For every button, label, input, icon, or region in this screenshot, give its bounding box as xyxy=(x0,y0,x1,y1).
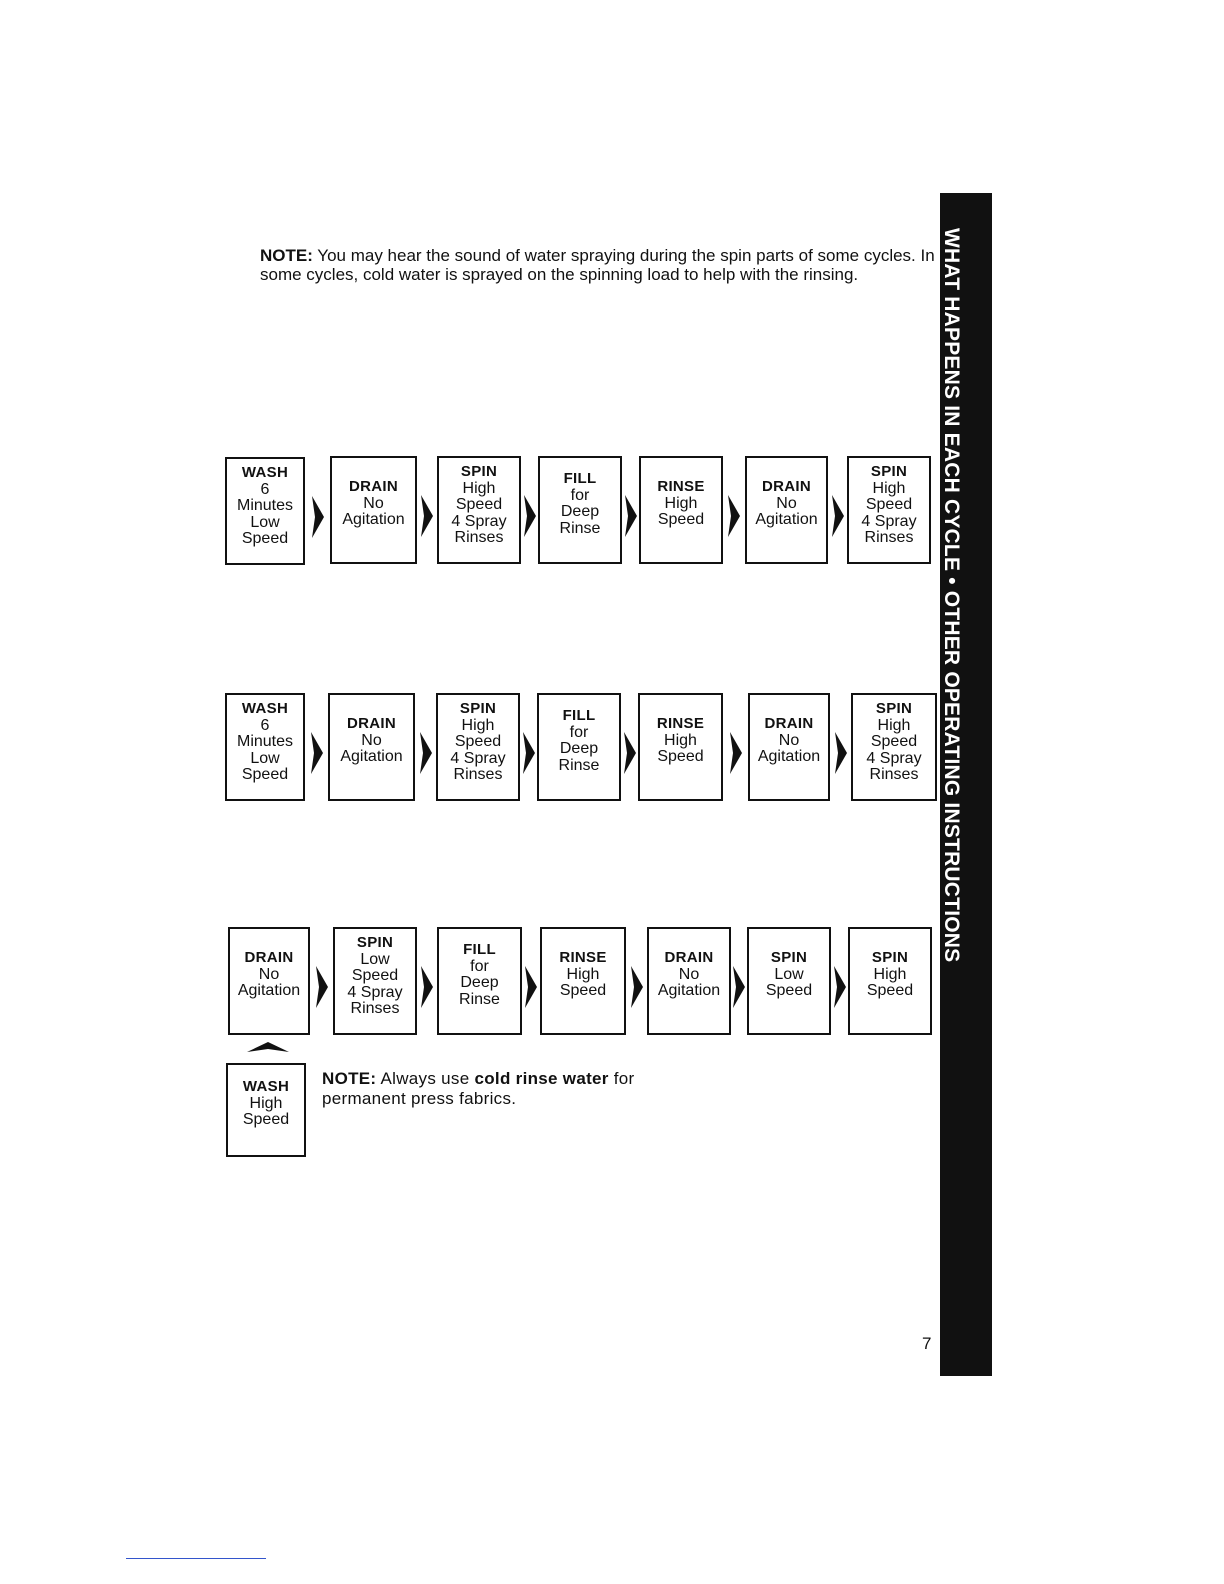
step-detail-line: Speed xyxy=(765,982,813,999)
step-detail-line: Agitation xyxy=(757,748,821,765)
step-heading: DRAIN xyxy=(347,715,396,732)
row-1-step-4-fill-box xyxy=(538,456,622,564)
row-3-step-3-fill-box xyxy=(437,927,522,1035)
step-detail-line: High xyxy=(462,479,496,497)
row-2-step-6-drain-box xyxy=(748,693,830,801)
step-detail-line: Rinse xyxy=(459,990,500,1008)
row-1-step-3-spin-box xyxy=(437,456,521,564)
flow-arrow-icon xyxy=(310,728,324,778)
step-detail-line: Agitation xyxy=(342,511,405,528)
step-detail-line: Minutes xyxy=(236,733,294,750)
step-detail-line: Speed xyxy=(351,967,399,984)
step-detail-line: Low xyxy=(250,513,280,531)
step-heading: SPIN xyxy=(871,949,909,966)
permanent-press-note-text-after: for permanent press fabrics. xyxy=(322,1069,635,1108)
step-detail-line: Agitation xyxy=(340,748,403,765)
flow-arrow-icon xyxy=(624,491,638,541)
step-detail-line: 4 Spray xyxy=(450,749,506,767)
step-heading: RINSE xyxy=(559,949,607,966)
top-note xyxy=(260,246,935,284)
step-detail-line: Deep xyxy=(460,974,499,991)
row-2-step-4-fill-box xyxy=(537,693,621,801)
step-detail-line: Rinses xyxy=(453,766,503,783)
flow-arrow-icon xyxy=(732,962,746,1012)
flow-arrow-icon xyxy=(630,962,644,1012)
step-detail-line: for xyxy=(470,957,489,975)
step-heading: SPIN xyxy=(875,700,913,717)
step-heading: SPIN xyxy=(459,700,497,717)
step-detail-line: 4 Spray xyxy=(347,983,403,1001)
step-detail-line: Agitation xyxy=(755,511,818,528)
step-detail-line: Low xyxy=(250,749,280,767)
step-detail-line: High xyxy=(872,479,906,497)
flow-arrow-icon xyxy=(420,491,434,541)
step-detail-line: Speed xyxy=(865,496,913,513)
step-detail-line: Rinses xyxy=(869,766,919,783)
step-heading: FILL xyxy=(463,941,496,958)
row-2-step-1-wash-box xyxy=(225,693,305,801)
step-heading: RINSE xyxy=(657,478,705,495)
step-heading: WASH xyxy=(242,1078,290,1095)
step-heading: SPIN xyxy=(356,934,394,951)
step-detail-line: No xyxy=(258,965,280,983)
step-detail-line: High xyxy=(877,716,911,734)
step-heading: WASH xyxy=(241,464,289,481)
row-1-step-6-drain-box xyxy=(745,456,828,564)
step-heading: SPIN xyxy=(460,463,498,480)
row-1-step-7-spin-box xyxy=(847,456,931,564)
step-detail-line: 4 Spray xyxy=(861,512,917,530)
top-note-label: NOTE: xyxy=(260,246,313,265)
step-detail-line: Speed xyxy=(657,748,704,765)
step-detail-line: No xyxy=(363,494,384,512)
step-heading: WASH xyxy=(241,700,289,717)
flow-arrow-icon xyxy=(420,962,434,1012)
flow-arrow-icon xyxy=(727,491,741,541)
row-3-step-1-drain-box xyxy=(228,927,310,1035)
step-detail-line: 6 xyxy=(260,716,270,734)
step-heading: DRAIN xyxy=(664,949,714,966)
row-2-step-5-rinse-box xyxy=(638,693,723,801)
cold-rinse-water-emphasis: cold rinse water xyxy=(474,1069,609,1088)
step-detail-line: Rinses xyxy=(350,1000,400,1017)
step-detail-line: Speed xyxy=(866,982,914,999)
step-detail-line: Rinses xyxy=(454,529,504,546)
step-detail-line: Deep xyxy=(560,503,600,520)
step-heading: RINSE xyxy=(656,715,705,732)
step-detail-line: No xyxy=(778,731,800,749)
row-3-step-2-spin-box xyxy=(333,927,417,1035)
row-2-step-3-spin-box xyxy=(436,693,520,801)
permanent-press-note xyxy=(322,1069,722,1109)
flow-arrow-icon xyxy=(315,962,329,1012)
step-detail-line: No xyxy=(361,731,382,749)
row-2-step-7-spin-box xyxy=(851,693,937,801)
step-detail-line: 4 Spray xyxy=(451,512,507,530)
flow-arrow-icon xyxy=(831,491,845,541)
step-detail-line: Low xyxy=(360,950,390,968)
step-heading: DRAIN xyxy=(349,478,398,495)
step-detail-line: Low xyxy=(774,965,804,983)
row-3-step-4-rinse-box xyxy=(540,927,626,1035)
step-detail-line: 4 Spray xyxy=(866,749,922,767)
step-heading: SPIN xyxy=(770,949,808,966)
top-note-text: You may hear the sound of water spraying during the spin parts of some cycles. In some cycles, cold water is sprayed on the spinning load to help with the rinsing. xyxy=(260,246,935,284)
step-detail-line: Speed xyxy=(242,1111,290,1128)
step-detail-line: for xyxy=(569,723,589,741)
step-detail-line: Rinse xyxy=(558,756,600,774)
step-detail-line: Speed xyxy=(241,766,289,783)
step-detail-line: Speed xyxy=(657,511,705,528)
flow-arrow-icon xyxy=(311,492,325,542)
up-arrow-icon xyxy=(245,1040,291,1056)
row-3-step-7-spin-box xyxy=(848,927,932,1035)
row-1-step-5-rinse-box xyxy=(639,456,723,564)
step-detail-line: High xyxy=(873,965,907,983)
row-1-step-2-drain-box xyxy=(330,456,417,564)
step-detail-line: Agitation xyxy=(237,982,301,999)
permanent-press-note-text-before: Always use xyxy=(376,1069,475,1088)
step-detail-line: Rinse xyxy=(559,519,601,537)
step-detail-line: High xyxy=(664,731,697,749)
flow-arrow-icon xyxy=(522,728,536,778)
step-detail-line: for xyxy=(570,486,590,504)
step-detail-line: Speed xyxy=(559,982,607,999)
flow-arrow-icon xyxy=(623,728,637,778)
step-detail-line: Speed xyxy=(455,496,503,513)
section-side-tab-title: WHAT HAPPENS IN EACH CYCLE • OTHER OPERATING INSTRUCTIONS xyxy=(940,228,963,963)
step-detail-line: No xyxy=(776,494,797,512)
row-3-step-5-drain-box xyxy=(647,927,731,1035)
flow-arrow-icon xyxy=(729,728,743,778)
row-3-start-wash-wash-box xyxy=(226,1063,306,1157)
step-heading: FILL xyxy=(562,707,596,724)
step-heading: FILL xyxy=(563,470,597,487)
flow-arrow-icon xyxy=(833,962,847,1012)
step-detail-line: High xyxy=(566,965,600,983)
step-detail-line: Speed xyxy=(870,733,918,750)
footer-rule xyxy=(126,1558,266,1559)
row-2-step-2-drain-box xyxy=(328,693,415,801)
step-detail-line: Minutes xyxy=(236,497,294,514)
step-detail-line: High xyxy=(461,716,495,734)
step-detail-line: Deep xyxy=(559,740,599,757)
step-detail-line: Rinses xyxy=(864,529,914,546)
row-3-step-6-spin-box xyxy=(747,927,831,1035)
page-number: 7 xyxy=(922,1334,932,1353)
step-detail-line: High xyxy=(664,494,698,512)
row-1-step-1-wash-box xyxy=(225,457,305,565)
step-detail-line: Speed xyxy=(454,733,502,750)
step-heading: DRAIN xyxy=(762,478,811,495)
step-detail-line: High xyxy=(249,1094,283,1112)
flow-arrow-icon xyxy=(834,728,848,778)
step-detail-line: No xyxy=(678,965,700,983)
flow-arrow-icon xyxy=(419,728,433,778)
flow-arrow-icon xyxy=(524,962,538,1012)
step-heading: DRAIN xyxy=(764,715,814,732)
step-detail-line: Agitation xyxy=(657,982,721,999)
flow-arrow-icon xyxy=(523,491,537,541)
step-heading: SPIN xyxy=(870,463,908,480)
step-detail-line: 6 xyxy=(260,480,270,498)
step-detail-line: Speed xyxy=(241,530,289,547)
permanent-press-note-label: NOTE: xyxy=(322,1069,377,1088)
step-heading: DRAIN xyxy=(244,949,294,966)
